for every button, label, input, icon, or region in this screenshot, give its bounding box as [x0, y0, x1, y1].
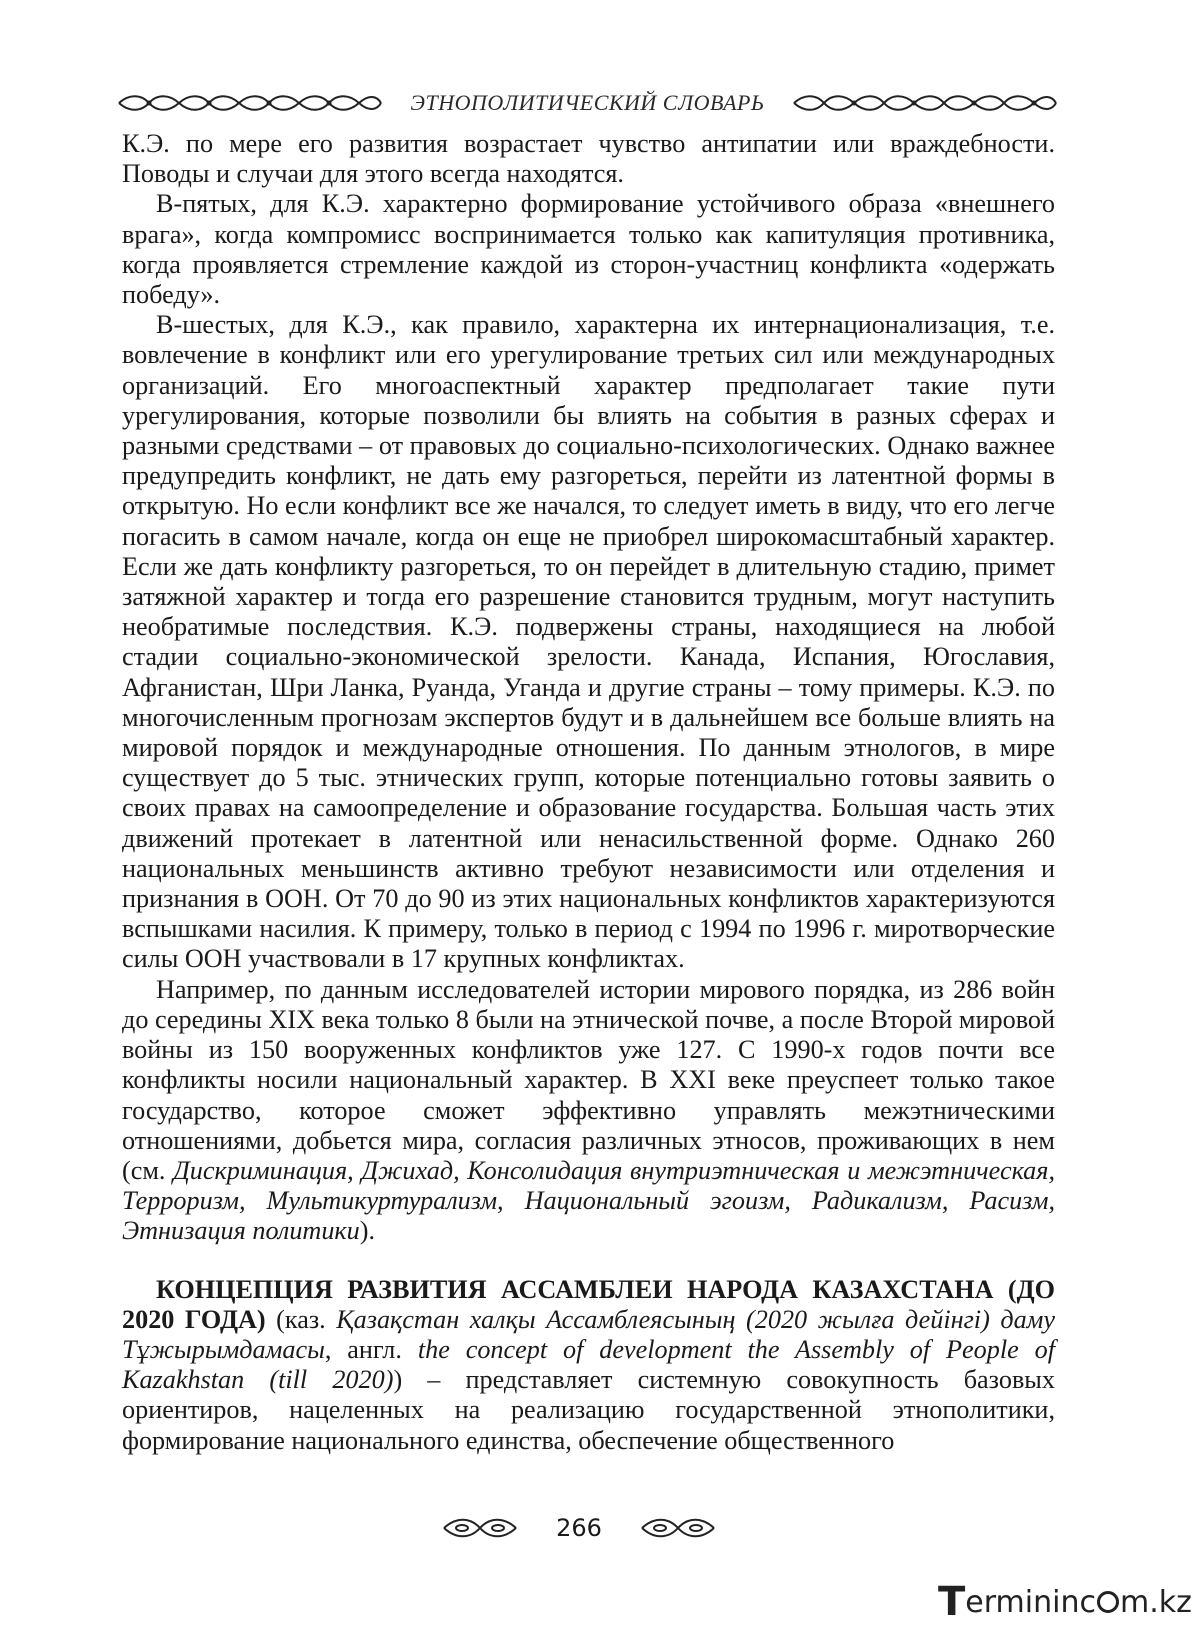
paragraph-examples: [122, 975, 1055, 1247]
swirl-left-icon: [440, 1515, 520, 1541]
entry-definition: ) – представляет системную совокупность базовых ориентиров, нацеленных на реализацию государственной этнополитики, формирование национального единства, обеспечение общественного: [122, 1365, 1055, 1455]
watermark-logo: [938, 1579, 1192, 1625]
watermark-text-domain: m.kz: [1119, 1584, 1192, 1620]
eng-term: the concept of development the Assembly of People of Kazakhstan (till 2020): [122, 1334, 1055, 1395]
running-header: [115, 88, 1060, 118]
watermark-text-main: ermininc: [965, 1584, 1096, 1620]
header-title: ЭТНОПОЛИТИЧЕСКИЙ СЛОВАРЬ: [410, 90, 765, 115]
kaz-prefix: (каз.: [265, 1304, 337, 1334]
watermark-letter-t: T: [938, 1579, 966, 1625]
cross-references: Дискриминация, Джихад, Консолидация внутриэтническая и межэтническая, Терроризм, Мультикуртурализм, Национальный эгоизм, Радикализм, Расизм, Этнизация политики: [122, 1155, 1055, 1246]
page-number: 266: [556, 1514, 602, 1542]
swirl-right-icon: [638, 1515, 718, 1541]
ornament-right-icon: [790, 92, 1060, 114]
entry-concept-assembly: [122, 1275, 1055, 1456]
watermark-o-icon: [1097, 1591, 1119, 1613]
page-footer: [0, 1508, 1158, 1548]
kaz-term: Қазақстан халқы Ассамблеясының (2020 жылға дейінгі) даму Тұжырымдамасы: [122, 1304, 1055, 1364]
paragraph-fifth: В-пятых, для К.Э. характерно формирование устойчивого образа «внешнего врага», когда компромисс воспринимается только как капитуляция противника, когда проявляется стремление каждой из сторон-участниц конфликта «одержать победу».: [122, 189, 1055, 310]
paragraph-sixth: В-шестых, для К.Э., как правило, характерна их интернационализация, т.е. вовлечение в конфликт или его урегулирование третьих сил или международных организаций. Его многоаспектный характер предполагает такие пути урегулирования, которые позволили бы влиять на события в разных сферах и разными средствами – от правовых до социально-психологических. Однако важнее предупредить конфликт, не дать ему разгореться, перейти из латентной формы в открытую. Но если конфликт все же начался, то следует иметь в виду, что его легче погасить в самом начале, когда он еще не приобрел широкомасштабный характер. Если же дать конфликту разгореться, то он перейдет в длительную стадию, примет затяжной характер и тогда его разрешение становится трудным, могут наступить необратимые последствия. К.Э. подвержены страны, находящиеся на любой стадии социально-экономической зрелости. Канада, Испания, Югославия, Афганистан, Шри Ланка, Руанда, Уганда и другие страны – тому примеры. К.Э. по многочисленным прогнозам экспертов будут и в дальнейшем все больше влиять на мировой порядок и международные отношения. По данным этнологов, в мире существует до 5 тыс. этнических групп, которые потенциально готовы заявить о своих правах на самоопределение и образование государства. Большая часть этих движений протекает в латентной или ненасильственной форме. Однако 260 национальных меньшинств активно требуют независимости или отделения и признания в ООН. От 70 до 90 из этих национальных конфликтов характеризуются вспышками насилия. К примеру, только в период с 1994 по 1996 г. миротворческие силы ООН участвовали в 17 крупных конфликтах.: [122, 310, 1055, 974]
paragraph-continuation: К.Э. по мере его развития возрастает чувство антипатии или враждебности. Поводы и случаи для этого всегда находятся.: [122, 129, 1055, 189]
paragraph-examples-text: Например, по данным исследователей истории мирового порядка, из 286 войн до середины XIX века только 8 были на этнической почве, а после Второй мировой войны из 150 вооруженных конфликтов уже 127. С 1990-х годов почти все конфликты носили национальный характер. В XXI веке преуспеет только такое государство, которое сможет эффективно управлять межэтническими отношениями, добьется мира, согласия различных этносов, проживающих в нем (см.: [122, 974, 1055, 1185]
article-body: [122, 129, 1055, 1456]
ornament-left-icon: [115, 92, 385, 114]
entry-title: КОНЦЕПЦИЯ РАЗВИТИЯ АССАМБЛЕИ НАРОДА КАЗАХСТАНА (ДО 2020 ГОДА): [122, 1274, 1055, 1334]
eng-prefix: , англ.: [324, 1334, 418, 1364]
paragraph-examples-end: ).: [359, 1216, 376, 1246]
